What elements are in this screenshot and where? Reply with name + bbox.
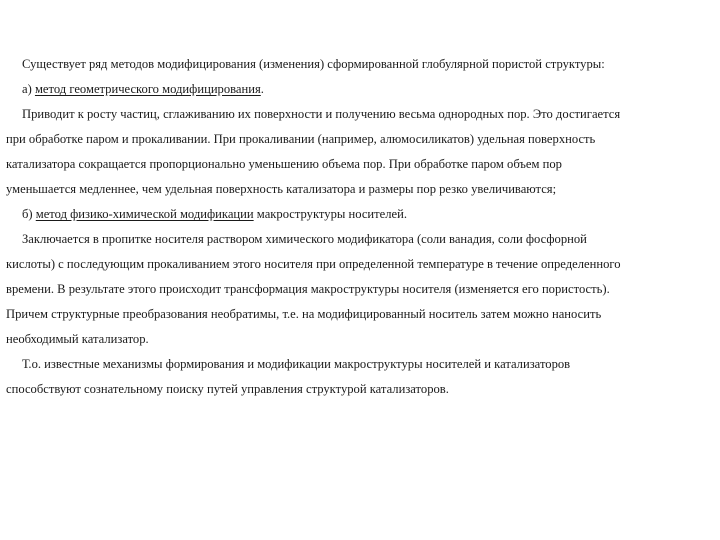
- text-line-6: уменьшается медленнее, чем удельная поверхность катализатора и размеры пор резко увеличиваются;: [6, 182, 557, 196]
- text-line-13: Т.о. известные механизмы формирования и модификации макроструктуры носителей и катализаторов: [22, 357, 571, 371]
- text-line-method-b: [22, 206, 407, 222]
- text-line-9: кислоты) с последующим прокаливанием этого носителя при определенной температуре в течение определенного: [6, 257, 621, 271]
- method-a-marker: а): [22, 82, 35, 96]
- method-b-marker: б): [22, 207, 36, 221]
- text-line-4: при обработке паром и прокаливании. При прокаливании (например, алюмосиликатов) удельная поверхность: [6, 132, 596, 146]
- text-line-11: Причем структурные преобразования необратимы, т.е. на модифицированный носитель затем можно наносить: [6, 307, 602, 321]
- text-line-8: Заключается в пропитке носителя раствором химического модификатора (соли ванадия, соли фосфорной: [22, 232, 587, 246]
- method-b-suffix: макроструктуры носителей.: [253, 207, 408, 221]
- text-line-14: способствуют сознательному поиску путей управления структурой катализаторов.: [6, 382, 449, 396]
- text-line-intro: Существует ряд методов модифицирования (изменения) сформированной глобулярной пористой структуры:: [22, 57, 605, 71]
- text-line-12: необходимый катализатор.: [6, 332, 149, 346]
- text-line-3: Приводит к росту частиц, сглаживанию их поверхности и получению весьма однородных пор. Это достигается: [22, 107, 621, 121]
- method-b-title: метод физико-химической модификации: [35, 207, 254, 221]
- text-line-method-a: [22, 81, 264, 97]
- text-line-5: катализатора сокращается пропорционально уменьшению объема пор. При обработке паром объем пор: [6, 157, 562, 171]
- method-a-suffix: .: [260, 82, 264, 96]
- text-line-10: времени. В результате этого происходит трансформация макроструктуры носителя (изменяется его пористость).: [6, 282, 610, 296]
- method-a-title: метод геометрического модифицирования: [34, 82, 261, 96]
